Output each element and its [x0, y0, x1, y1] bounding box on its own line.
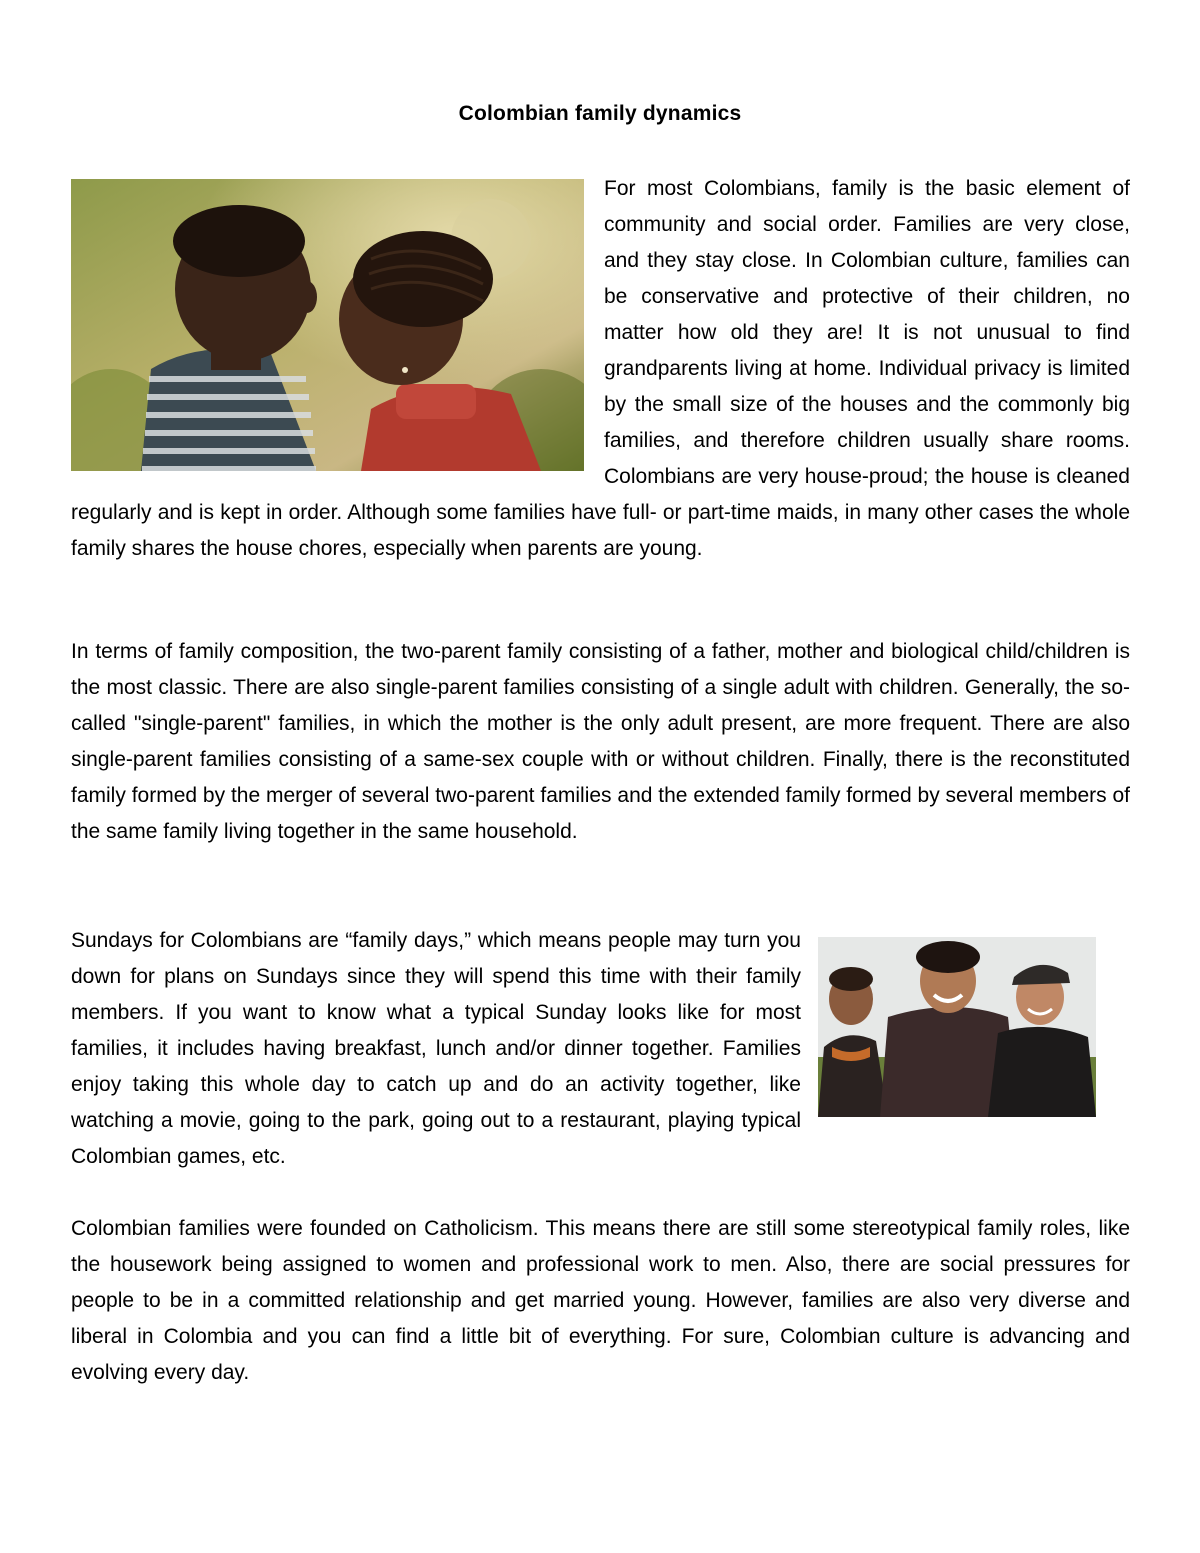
- document-title: Colombian family dynamics: [458, 102, 742, 125]
- paragraph-3: Sundays for Colombians are “family days,” which means people may turn you down for plans on Sundays since they will spend this time with their family members. If you want to know what a typical Sunday looks like for most families, it includes having breakfast, lunch and/or dinner together. Families enjoy taking this whole day to catch up and do an activity together, like watching a movie, going to the park, going out to a restaurant, playing typical Colombian games, etc.: [71, 929, 801, 1168]
- photo-mother-and-sons: [818, 937, 1096, 1117]
- paragraph-1: For most Colombians, family is the basic element of community and social order. Families are very close, and they stay close. In Colombian culture, families can be conservative and protective of their children, no matter how old they are! It is not unusual to find grandparents living at home. Individual privacy is limited by the small size of the houses and the commonly big families, and therefore children usually share rooms. Colombians are very house-proud; the house is cleaned regularly and is kept in order. Although some families have full- or part-time maids, in many other cases the whole family shares the house chores, especially when parents are young.: [71, 177, 1130, 560]
- paragraph-2: In terms of family composition, the two-parent family consisting of a father, mother and biological child/children is the most classic. There are also single-parent families consisting of a single adult with children. Generally, the so-called "single-parent" families, in which the mother is the only adult present, are more frequent. There are also single-parent families consisting of a same-sex couple with or without children. Finally, there is the reconstituted family formed by the merger of several two-parent families and the extended family formed by several members of the same family living together in the same household.: [71, 640, 1130, 843]
- paragraph-1-block: [71, 171, 1130, 567]
- photo-boy-and-girl: [71, 179, 584, 471]
- paragraph-4: Colombian families were founded on Catholicism. This means there are still some stereotypical family roles, like the housework being assigned to women and professional work to men. Also, there are social pressures for people to be in a committed relationship and get married young. However, families are also very diverse and liberal in Colombia and you can find a little bit of everything. For sure, Colombian culture is advancing and evolving every day.: [71, 1217, 1130, 1384]
- paragraph-3-block: [71, 923, 1130, 1175]
